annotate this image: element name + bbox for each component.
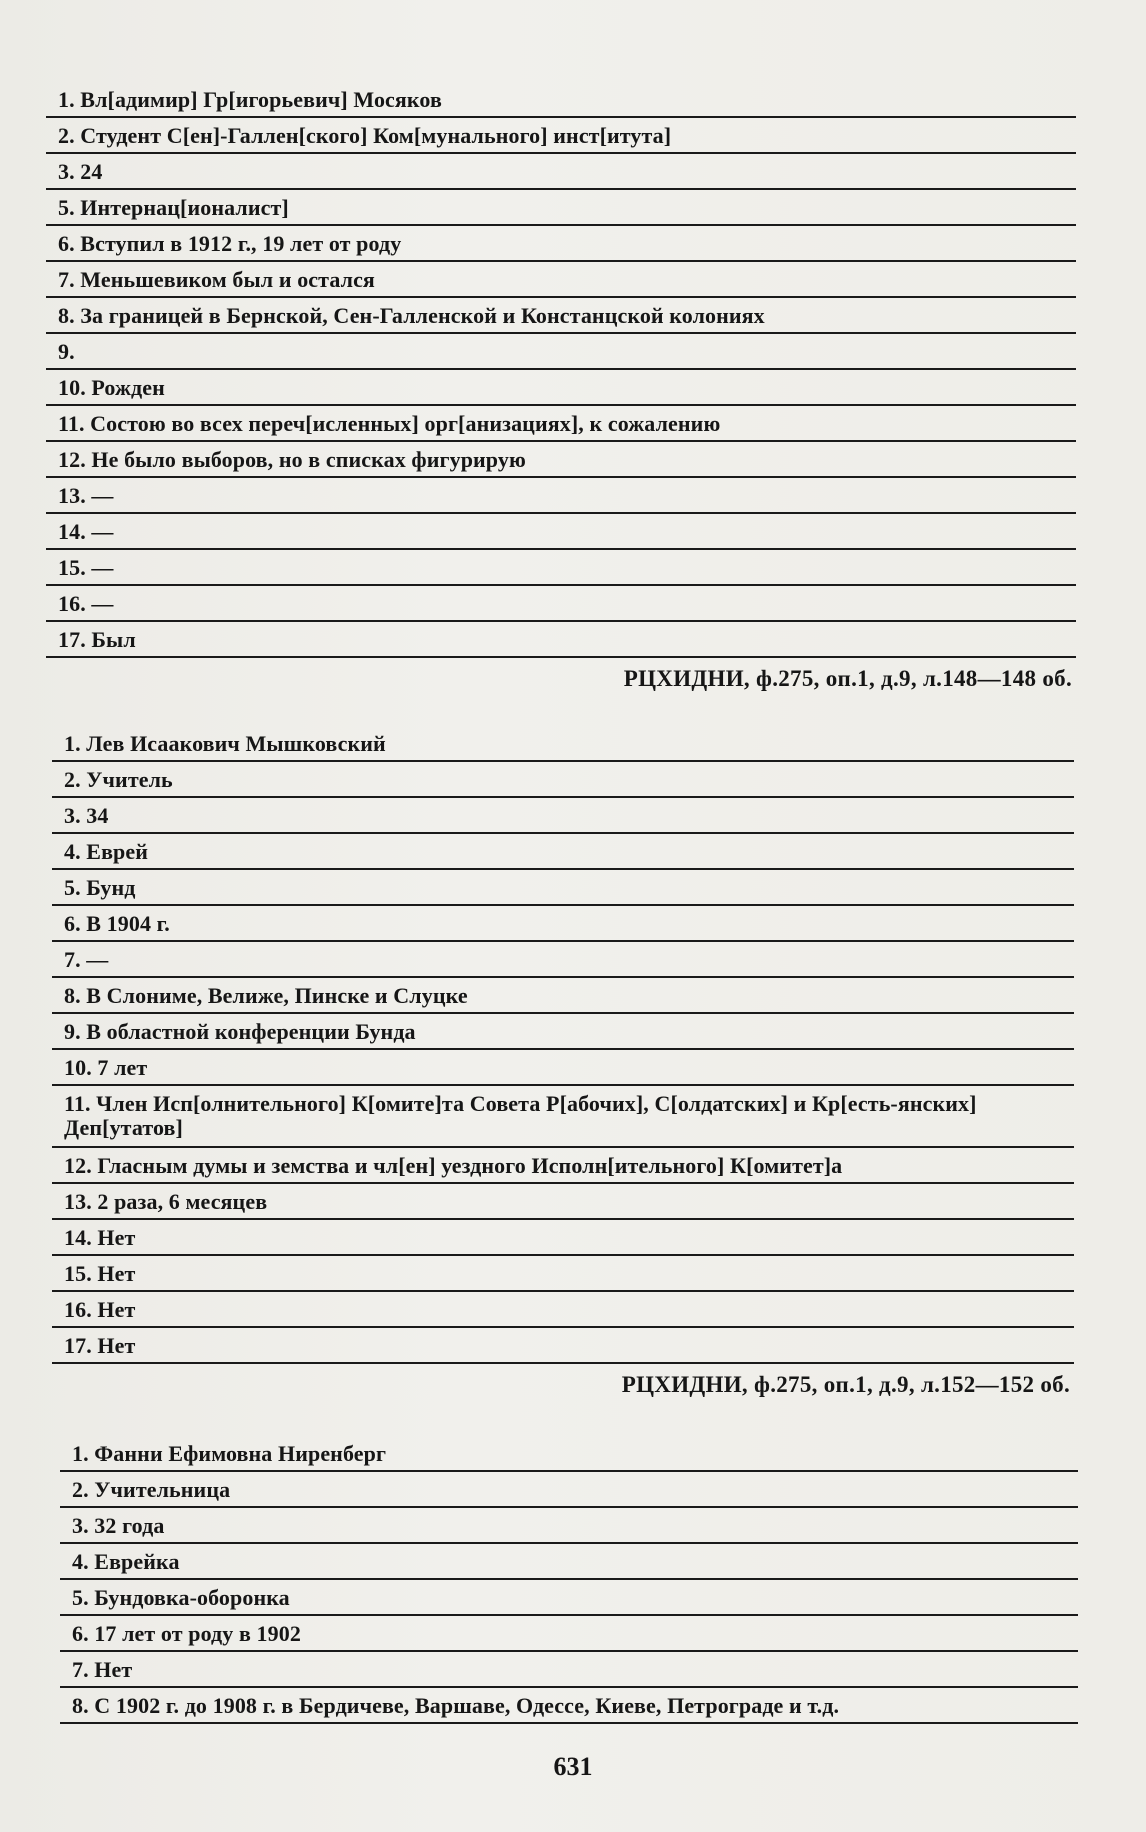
answer-row: 2. Студент С[ен]-Галлен[ского] Ком[мунального] инст[итута]	[46, 118, 1076, 154]
answer-row: 1. Фанни Ефимовна Ниренберг	[60, 1436, 1078, 1472]
answer-row: 10. 7 лет	[52, 1050, 1074, 1086]
answer-row: 4. Еврей	[52, 834, 1074, 870]
answer-row: 15. —	[46, 550, 1076, 586]
answer-row: 16. —	[46, 586, 1076, 622]
answer-row: 15. Нет	[52, 1256, 1074, 1292]
answer-row: 13. 2 раза, 6 месяцев	[52, 1184, 1074, 1220]
answer-row: 9.	[46, 334, 1076, 370]
answer-row: 4. Еврейка	[60, 1544, 1078, 1580]
answer-row: 11. Состою во всех переч[исленных] орг[анизациях], к сожалению	[46, 406, 1076, 442]
answer-row: 6. 17 лет от роду в 1902	[60, 1616, 1078, 1652]
answer-row: 17. Нет	[52, 1328, 1074, 1364]
answer-row: 2. Учитель	[52, 762, 1074, 798]
answer-row: 12. Гласным думы и земства и чл[ен] уездного Исполн[ительного] К[омитет]а	[52, 1148, 1074, 1184]
answer-row: 11. Член Исп[олнительного] К[омите]та Совета Р[абочих], С[олдатских] и Кр[есть-янских] Деп[утатов]	[52, 1086, 1074, 1148]
answer-row: 8. За границей в Бернской, Сен-Галленской и Констанцской колониях	[46, 298, 1076, 334]
answer-row: 3. 24	[46, 154, 1076, 190]
answer-row: 14. —	[46, 514, 1076, 550]
answer-row: 17. Был	[46, 622, 1076, 658]
answer-row: 16. Нет	[52, 1292, 1074, 1328]
archive-citation: РЦХИДНИ, ф.275, оп.1, д.9, л.148—148 об.	[623, 666, 1072, 691]
answer-row: 7. —	[52, 942, 1074, 978]
archive-citation: РЦХИДНИ, ф.275, оп.1, д.9, л.152—152 об.	[621, 1372, 1070, 1397]
questionnaire-myshkovsky	[52, 726, 1074, 1406]
answer-row: 12. Не было выборов, но в списках фигурирую	[46, 442, 1076, 478]
answer-row: 5. Бунд	[52, 870, 1074, 906]
answer-row: 14. Нет	[52, 1220, 1074, 1256]
answer-row: 1. Лев Исаакович Мышковский	[52, 726, 1074, 762]
answer-row: 2. Учительница	[60, 1472, 1078, 1508]
answer-row: 13. —	[46, 478, 1076, 514]
answer-row: 6. Вступил в 1912 г., 19 лет от роду	[46, 226, 1076, 262]
questionnaire-mosyakov	[46, 82, 1076, 700]
questionnaire-nirenberg	[60, 1436, 1078, 1724]
answer-row: 8. С 1902 г. до 1908 г. в Бердичеве, Варшаве, Одессе, Киеве, Петрограде и т.д.	[60, 1688, 1078, 1724]
answer-row: 7. Нет	[60, 1652, 1078, 1688]
answer-row: 7. Меньшевиком был и остался	[46, 262, 1076, 298]
answer-row: 6. В 1904 г.	[52, 906, 1074, 942]
answer-row: 5. Интернац[ионалист]	[46, 190, 1076, 226]
page-number: 631	[553, 1752, 593, 1781]
answer-row: 3. 34	[52, 798, 1074, 834]
answer-row: 8. В Слониме, Велиже, Пинске и Слуцке	[52, 978, 1074, 1014]
answer-row: 5. Бундовка-оборонка	[60, 1580, 1078, 1616]
answer-row: 3. 32 года	[60, 1508, 1078, 1544]
answer-row: 10. Рожден	[46, 370, 1076, 406]
answer-row: 1. Вл[адимир] Гр[игорьевич] Мосяков	[46, 82, 1076, 118]
answer-row: 9. В областной конференции Бунда	[52, 1014, 1074, 1050]
